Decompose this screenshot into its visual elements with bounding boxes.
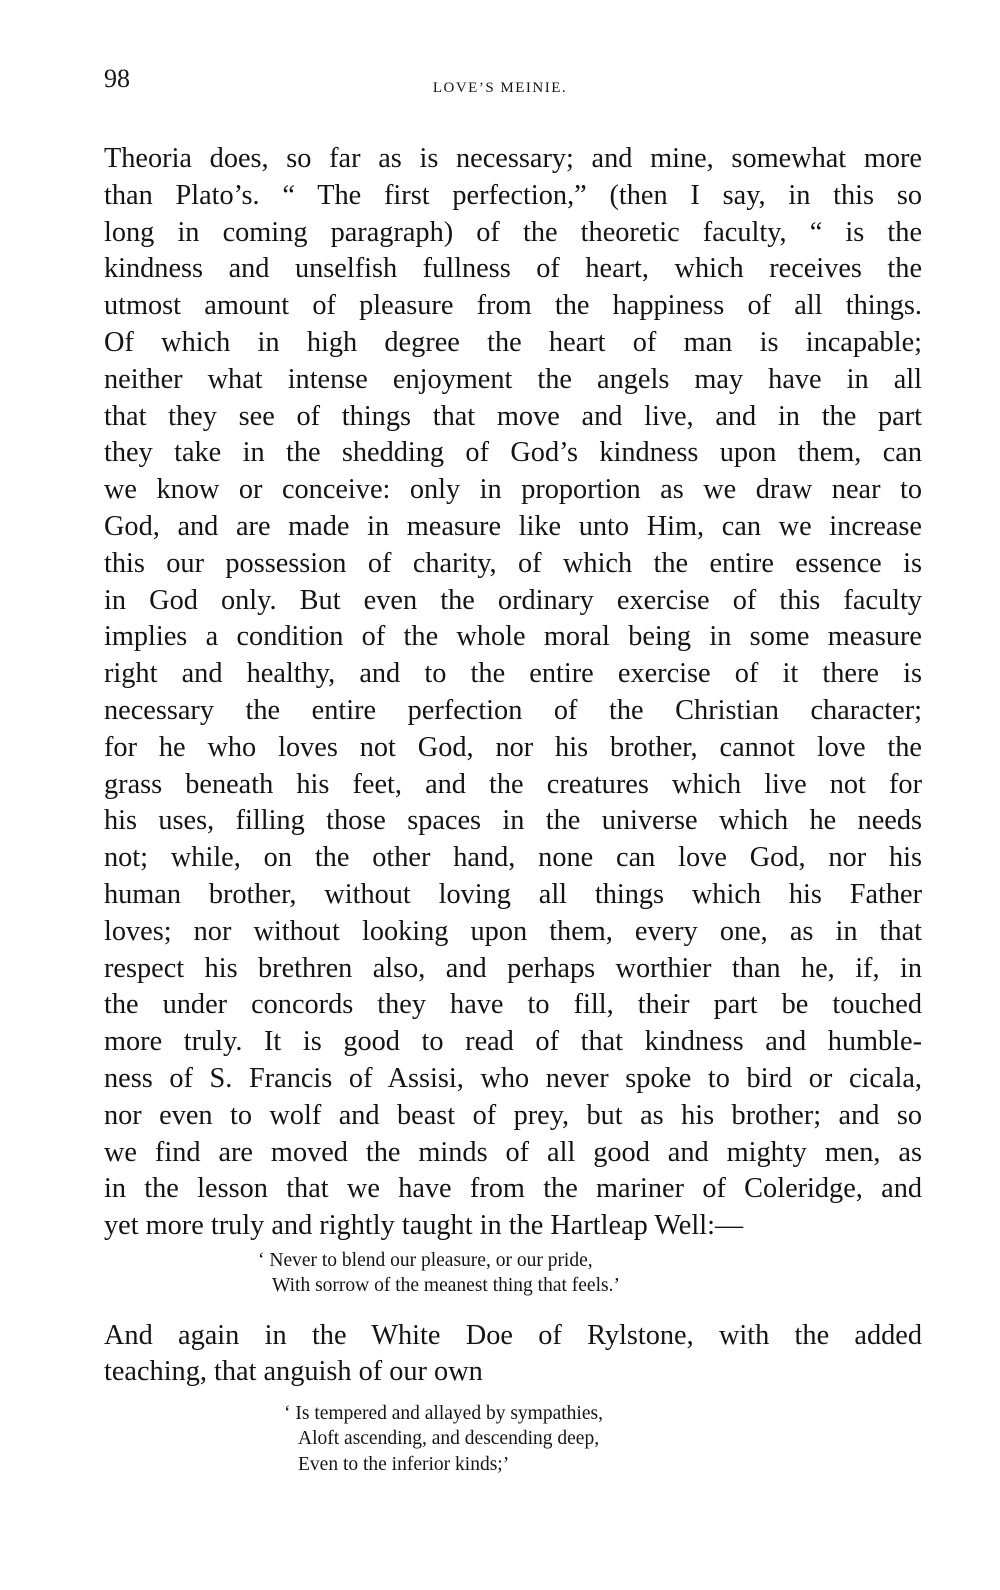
text-line: for he who loves not God, nor his brother, cannot love the [104,731,922,763]
verse-line: ‘ Is tempered and allayed by sympathies, [284,1403,603,1424]
text-line: Of which in high degree the heart of man is incapable; [104,326,922,358]
text-line: the under concords they have to fill, their part be touched [104,989,922,1021]
text-line: in the lesson that we have from the mariner of Coleridge, and [104,1173,922,1205]
text-line: loves; nor without looking upon them, every one, as in that [104,915,922,947]
text-line: Theoria does, so far as is necessary; and mine, somewhat more [104,143,922,174]
main-paragraph [104,141,922,1245]
text-line: yet more truly and rightly taught in the Hartleap Well:— [104,1210,744,1242]
text-line: more truly. It is good to read of that kindness and humble- [104,1026,922,1058]
text-line: God, and are made in measure like unto Him, can we increase [104,510,922,542]
text-line: we know or conceive: only in proportion as we draw near to [104,474,922,506]
text-line: long in coming paragraph) of the theoretic faculty, “ is the [104,216,922,248]
text-line: utmost amount of pleasure from the happiness of all things. [104,290,922,322]
text-line: neither what intense enjoyment the angels may have in all [104,363,922,395]
text-line: than Plato’s. “ The first perfection,” (then I say, in this so [104,179,922,211]
text-line: we find are moved the minds of all good and mighty men, as [104,1136,922,1168]
text-line: implies a condition of the whole moral being in some measure [104,621,922,653]
text-line: in God only. But even the ordinary exercise of this faculty [104,584,922,616]
text-line: kindness and unselfish fullness of heart, which receives the [104,253,922,285]
text-line: right and healthy, and to the entire exercise of it there is [104,658,922,690]
text-line: teaching, that anguish of our own [104,1356,483,1387]
text-line: necessary the entire perfection of the Christian character; [104,694,922,726]
running-title: LOVE’S MEINIE. [432,80,568,96]
text-line: human brother, without loving all things which his Father [104,878,922,910]
text-line: ness of S. Francis of Assisi, who never spoke to bird or cicala, [104,1062,922,1094]
text-line: they take in the shedding of God’s kindness upon them, can [104,437,922,469]
text-line: that they see of things that move and live, and in the part [104,400,922,432]
text-line: And again in the White Doe of Rylstone, with the added [104,1320,922,1351]
text-line: not; while, on the other hand, none can love God, nor his [104,842,922,874]
verse-line: Aloft ascending, and descending deep, [298,1428,600,1450]
text-line: respect his brethren also, and perhaps worthier than he, if, in [104,952,922,984]
verse-line: Even to the inferior kinds;’ [298,1453,510,1475]
text-line: this our possession of charity, of which the entire essence is [104,547,922,579]
verse-line: ‘ Never to blend our pleasure, or our pride, [258,1250,593,1271]
text-line: his uses, filling those spaces in the universe which he needs [104,805,922,837]
verse-quotation-hartleap-well [258,1248,620,1299]
verse-quotation-white-doe [284,1401,603,1477]
text-line: grass beneath his feet, and the creatures which live not for [104,768,922,800]
text-line: nor even to wolf and beast of prey, but as his brother; and so [104,1099,922,1131]
page-number: 98 [104,64,130,93]
verse-line: With sorrow of the meanest thing that feels.’ [272,1275,620,1297]
continuation-paragraph [104,1318,922,1390]
